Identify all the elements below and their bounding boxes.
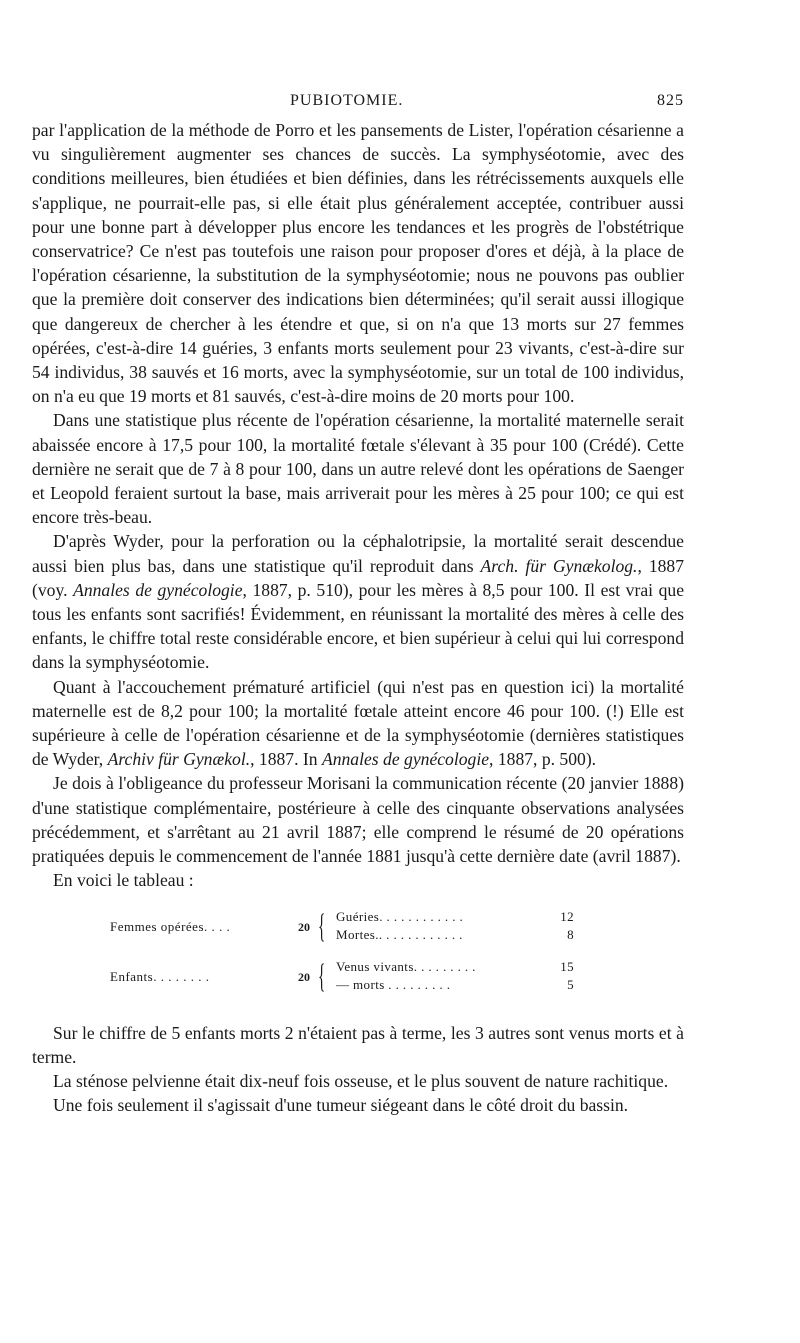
table-subrow-value: 15 — [560, 958, 574, 974]
table-row — [32, 909, 684, 949]
table-subrow — [336, 927, 574, 943]
table-subrow-value: 5 — [567, 976, 574, 992]
table-subrow — [336, 909, 574, 925]
page-title: PUBIOTOMIE. — [290, 92, 404, 109]
table-row — [32, 959, 684, 999]
paragraph-4-text-e: , 1887, p. 500). — [489, 749, 597, 770]
paragraph-4 — [32, 675, 684, 772]
table-subrow-label: Guéries. . . . . . . . . . . . — [336, 908, 464, 924]
paragraph-3-text-c: , 1887 (voy. — [32, 555, 685, 600]
paragraph-8: La sténose pelvienne était dix-neuf fois osseuse, et le plus souvent de nature rachitique. — [53, 1070, 669, 1091]
table-subrow-label: Mortes.. . . . . . . . . . . . — [336, 926, 463, 942]
paragraph-7: Sur le chiffre de 5 enfants morts 2 n'étaient pas à terme, les 3 autres sont venus morts et à terme. — [32, 1022, 684, 1067]
brace-symbol: { — [318, 907, 326, 945]
page-number: 825 — [657, 92, 684, 109]
table-subrow-label: — morts . . . . . . . . . — [336, 976, 451, 992]
paragraph-9: Une fois seulement il s'agissait d'une tumeur siégeant dans le côté droit du bassin. — [53, 1095, 629, 1116]
brace-symbol: { — [318, 957, 326, 995]
table-row-total: 20 — [298, 919, 310, 934]
paragraph-5: Je dois à l'obligeance du professeur Morisani la communication récente (20 janvier 1888) d'une statistique complémentaire, postérieure à celle des cinquante observations analysées précédemment, et s'arrêtant au 21 avril 1887; elle comprend le résumé de 20 opérations pratiquées depuis le commencement de l'année 1881 jusqu'à cette dernière date (avril 1887). — [32, 773, 684, 867]
paragraph-4-citation-annales: Annales de gynécologie — [321, 749, 490, 770]
paragraph-3 — [32, 529, 684, 674]
paragraph-2: Dans une statistique plus récente de l'opération césarienne, la mortalité maternelle serait abaissée encore à 17,5 pour 100, la mortalité fœtale s'élevant à 35 pour 100 (Crédé). Cette dernière ne serait que de 7 à 8 pour 100, dans un autre relevé dont les opérations de Saenger et Leopold feraient surtout la base, mais arriverait pour les mères à 25 pour 100; ce qui est encore très-beau. — [32, 410, 684, 528]
table-subrow-label: Venus vivants. . . . . . . . . — [336, 958, 476, 974]
document-page — [32, 92, 684, 1117]
paragraph-3-text-e: , 1887, p. 510), pour les mères à 8,5 pour 100. Il est vrai que tous les enfants sont sacrifiés! Évidemment, en réunissant la mortalité des mères à celle des enfants, le chiffre total reste considérable encore, et bien supérieur à celui qui lui correspond dans la symphyséotomie. — [32, 579, 685, 673]
table-row-label: Femmes opérées. . . . — [110, 918, 231, 934]
running-head — [32, 92, 684, 118]
table-subrow — [336, 959, 574, 975]
paragraph-4-text-c: , 1887. In — [250, 749, 322, 770]
table-subrow-value: 12 — [560, 908, 574, 924]
table-row-label: Enfants. . . . . . . . — [110, 968, 210, 984]
table-subrow-value: 8 — [567, 926, 574, 942]
paragraph-4-citation-journal: Archiv für Gynækol. — [107, 749, 251, 770]
paragraph-3-citation-journal: Arch. für Gynækolog. — [480, 555, 638, 576]
table-subrow — [336, 977, 574, 993]
paragraph-1: par l'application de la méthode de Porro et les pansements de Lister, l'opération césarienne a vu singulièrement augmenter ses chances de succès. La symphyséotomie, avec des conditions meilleures, bien étudiées et bien définies, dans les rétrécissements auxquels elle s'applique, ne pourrait-elle pas, si elle était plus généralement acceptée, contribuer aussi pour une bonne part à développer plus encore les tendances et les progrès de l'obstétrique conservatrice? Ce n'est pas toutefois une raison pour proposer d'ores et déjà, à la place de l'opération césarienne, la substitution de la symphyséotomie; nous ne pouvons pas oublier que la première doit conserver des indications bien déterminées; qu'il serait aussi illogique que dangereux de chercher à les étendre et que, si on n'a que 13 morts sur 27 femmes opérées, c'est-à-dire 14 guéries, 3 enfants morts seulement pour 23 vivants, c'est-à-dire sur 54 individus, 38 sauvés et 16 morts, avec la symphyséotomie, sur un total de 100 individus, on n'a eu que 19 morts et 81 sauvés, c'est-à-dire moins de 20 morts pour 100. — [32, 120, 684, 407]
table-row-total: 20 — [298, 969, 310, 984]
paragraph-3-text-a: D'après Wyder, pour la perforation ou la céphalotripsie, la mortalité serait descendue aussi bien plus bas, dans une statistique qu'il reproduit dans — [32, 531, 684, 576]
paragraph-4-text-a: Quant à l'accouchement prématuré artificiel (qui n'est pas en question ici) la mortalité maternelle est de 8,2 pour 100; la mortalité fœtale atteint encore 46 pour 100. (!) Elle est supérieure à celle de l'opération césarienne et de la symphyséotomie (dernières statistiques de Wyder, — [32, 676, 684, 770]
statistics-table — [32, 909, 684, 1009]
paragraph-3-citation-annales: Annales de gynécologie — [73, 579, 243, 600]
paragraph-6: En voici le tableau : — [53, 870, 194, 891]
